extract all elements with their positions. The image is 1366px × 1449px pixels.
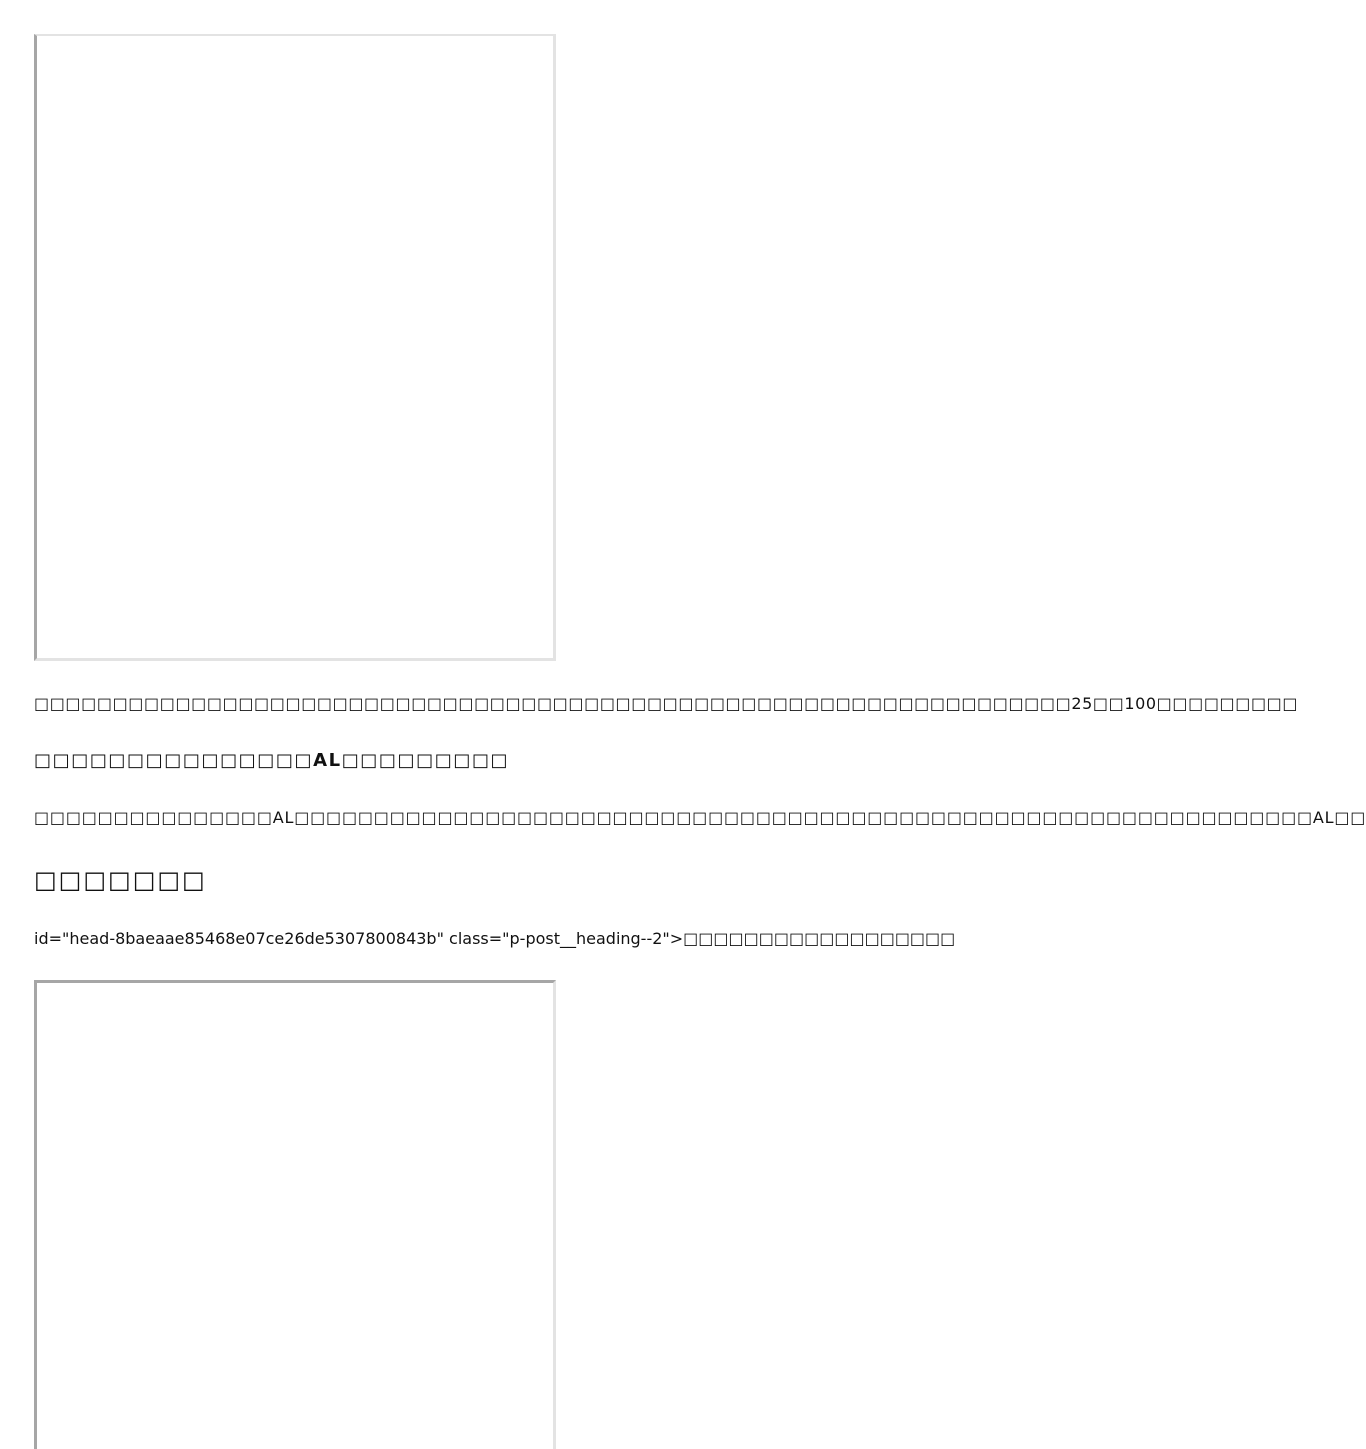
section-subheading: □□□□□□□□□□□□□□□AL□□□□□□□□□	[34, 750, 510, 771]
article-paragraph-2: □□□□□□□□□□□□□□□AL□□□□□□□□□□□□□□□□□□□□□□□□□□□□□□□□□□□□□□□□□□□□□□□□□□□□□□□□□□□□□□□□AL□□	[34, 808, 1366, 827]
embedded-frame-bottom[interactable]	[34, 980, 556, 1449]
raw-heading-markup-text: id="head-8baeaae85468e07ce26de5307800843b" class="p-post__heading--2">□□□□□□□□□□□□□□□□□□	[34, 929, 956, 948]
article-paragraph: □□□□□□□□□□□□□□□□□□□□□□□□□□□□□□□□□□□□□□□□□□□□□□□□□□□□□□□□□□□□□□□□□□25□□100□□□□□□□□□	[34, 694, 1299, 713]
article-content	[34, 0, 1366, 1449]
section-heading: □□□□□□□	[34, 866, 207, 894]
embedded-frame-top[interactable]	[34, 34, 556, 661]
